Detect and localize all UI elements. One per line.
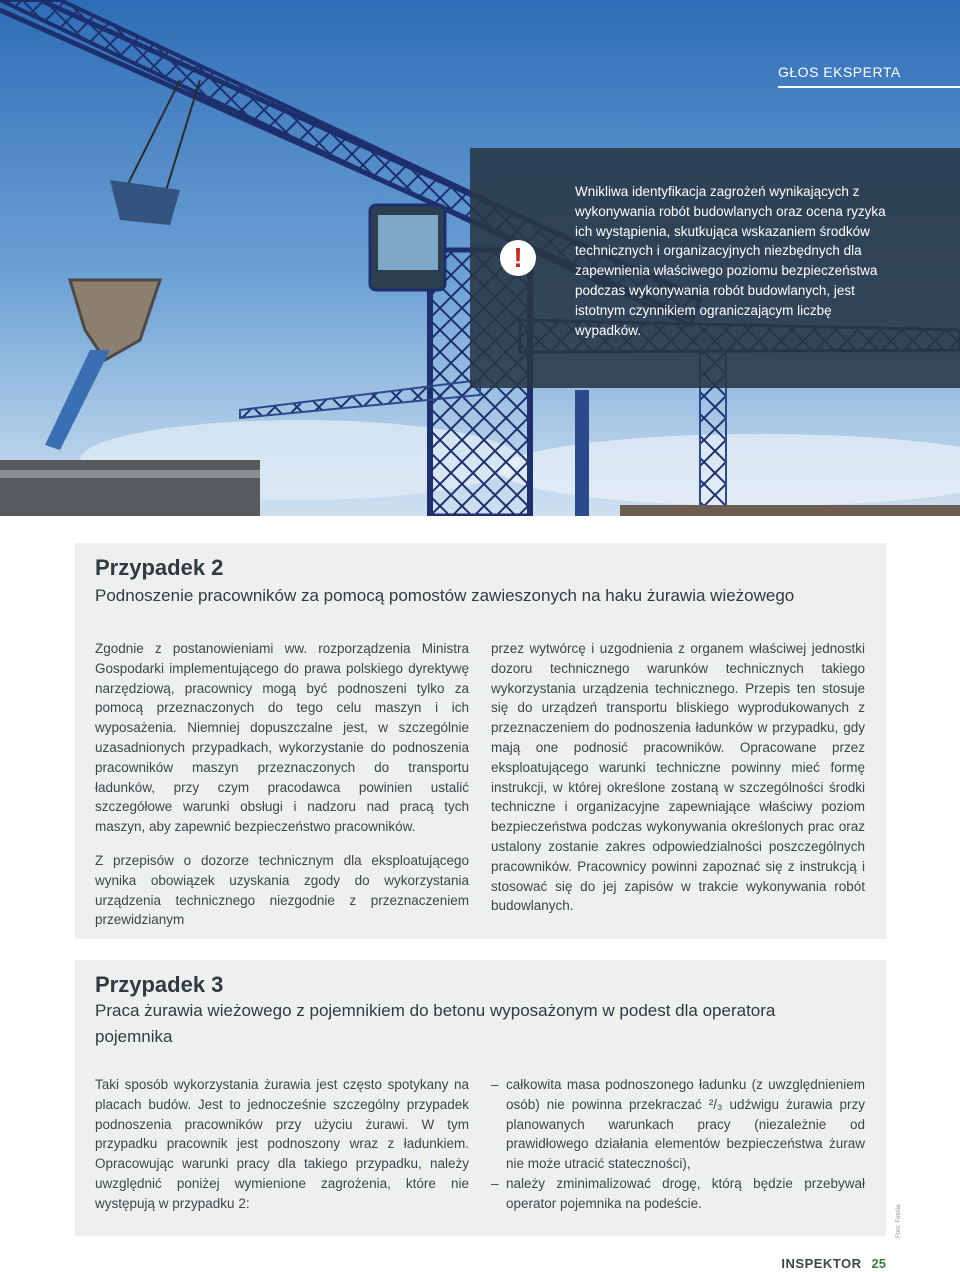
case-3-title: Przypadek 3: [95, 972, 224, 997]
page-footer: [781, 1256, 886, 1271]
case-3-left-paragraph-1: Taki sposób wykorzystania żurawia jest często spotykany na placach budów. Jest to jednocześnie szczególny przypadek podnoszenia pracowników przy użyciu żurawi. W tym przypadku pracownik jest podnoszony wraz z ładunkiem. Opracowując warunki pracy dla takiego przypadku, należy uwzględnić poniżej wymienione zagrożenia, które nie występują w przypadku 2:: [95, 1077, 469, 1211]
case-3-right-column: [491, 1075, 865, 1214]
case-2-right-column: [491, 639, 865, 916]
exclamation-icon: !: [500, 240, 536, 276]
case-2-subtitle: Podnoszenie pracowników za pomocą pomostów zawieszonych na haku żurawia wieżowego: [95, 586, 795, 605]
magazine-name: INSPEKTOR: [781, 1256, 862, 1271]
photo-credit: Foto: Fotolia: [896, 1204, 902, 1238]
case-2-left-column: [95, 639, 469, 930]
case-2-left-paragraph-2: Z przepisów o dozorze technicznym dla eksploatującego wynika obowiązek uzyskania zgody do wykorzystania urządzenia technicznego niezgodnie z przeznaczeniem przewidzianym: [95, 852, 469, 928]
warning-quote-text: Wnikliwa identyfikacja zagrożeń wynikających z wykonywania robót budowlanych oraz ocena ryzyka ich wystąpienia, skutkująca wskazaniem środków technicznych i organizacyjnych niezbędnych dla zapewnienia właściwego poziomu bezpieczeństwa podczas wykonywania robót budowlanych, jest istotnym czynnikiem ograniczającym liczbę wypadków.: [575, 184, 886, 338]
list-item: – całkowita masa podnoszonego ładunku (z uwzględnieniem osób) nie powinna przekraczać ²/₃ udźwigu żurawia przy planowanych warunkach pracy (niezależnie od prawidłowego działania elementów bezpieczeństwa żuraw nie może utracić stateczności),: [491, 1075, 865, 1174]
case-2-right-paragraph-1: przez wytwórcę i uzgodnienia z organem właściwej jednostki dozoru technicznego warunków technicznych takiego wykorzystania urządzenia technicznego. Przepis ten stosuje się do urządzeń transportu bliskiego wyprodukowanych z przeznaczeniem do podnoszenia ładunków w przypadku, gdy mają one podnosić pracowników. Opracowane przez eksploatującego warunki techniczne powinny mieć formę instrukcji, w której określone zostaną w szczególności środki techniczne i organizacyjne zapewniające właściwy poziom bezpieczeństwa podczas wykonywania określonych prac oraz ustalony zostanie zakres odpowiedzialności poszczególnych pracowników. Pracownicy powinni zapoznać się z instrukcją i stosować się do jej zapisów w trakcie wykonywania robót budowlanych.: [491, 641, 865, 914]
list-item: – należy zminimalizować drogę, którą będzie przebywał operator pojemnika na podeście.: [491, 1174, 865, 1214]
case-3-card: [75, 960, 886, 1236]
case-2-card: [75, 543, 886, 939]
case-3-subtitle: Praca żurawia wieżowego z pojemnikiem do betonu wyposażonym w podest dla operatora pojemnika: [95, 1001, 776, 1046]
warning-quote-box: [470, 148, 960, 388]
case-2-title: Przypadek 2: [95, 555, 224, 580]
case-3-hazard-list: [491, 1075, 865, 1214]
hero-photo: [0, 0, 960, 516]
case-2-left-paragraph-1: Zgodnie z postanowieniami ww. rozporządzenia Ministra Gospodarki implementującego do prawa polskiego dyrektywę narzędziową, pracownicy mogą być podnoszeni tylko za pomocą przeznaczonych do tego celu maszyn i ich wyposażenia. Niemniej dopuszczalne jest, w szczególnie uzasadnionych przypadkach, wykorzystanie do podnoszenia pracowników maszyn przeznaczonych do transportu ładunków, przy czym pracodawca powinien ustalić szczegółowe warunki obsługi i nadzoru nad pracą tych maszyn, aby zapewnić bezpieczeństwo pracowników.: [95, 641, 469, 835]
section-label: GŁOS EKSPERTA: [778, 64, 960, 88]
page-number: 25: [871, 1256, 886, 1271]
case-3-left-column: [95, 1075, 469, 1214]
